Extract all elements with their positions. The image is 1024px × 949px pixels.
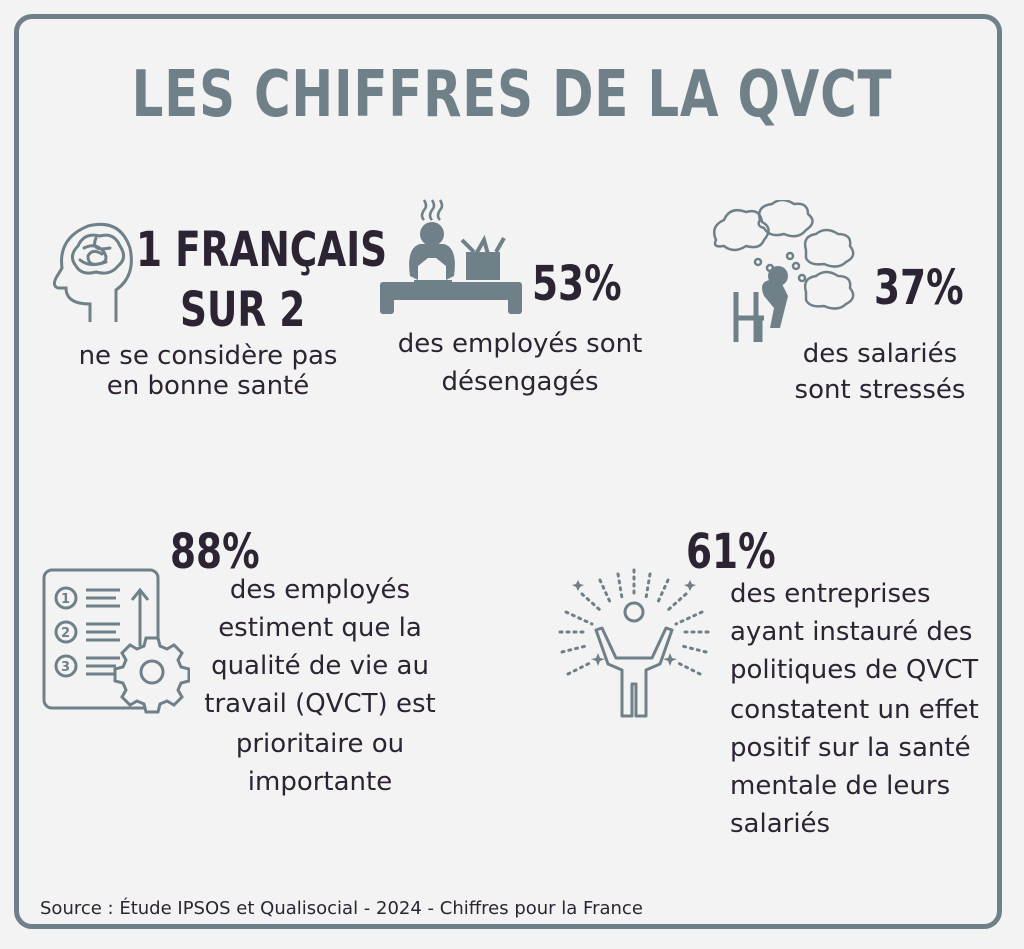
brain-head-icon xyxy=(40,218,135,328)
stat-figure-1b: SUR 2 xyxy=(180,282,306,338)
stat-desc-4-2: estiment que la xyxy=(218,613,422,643)
stat-desc-4-5: prioritaire ou xyxy=(235,729,405,759)
stat-figure-1a: 1 FRANÇAIS xyxy=(136,222,388,278)
stat-desc-4-6: importante xyxy=(247,767,393,797)
stat-desc-5-5: positif sur la santé xyxy=(730,733,971,763)
stat-desc-5-3: politiques de QVCT xyxy=(730,655,979,685)
page-title: LES CHIFFRES DE LA QVCT xyxy=(131,58,893,132)
stat-desc-3a: des salariés xyxy=(802,339,958,369)
stat-desc-5-2: ayant instauré des xyxy=(730,617,973,647)
stat-desc-5-6: mentale de leurs xyxy=(730,771,951,801)
disengaged-employee-icon xyxy=(376,196,526,316)
stat-figure-2: 53% xyxy=(532,256,622,312)
svg-text:3: 3 xyxy=(61,660,71,675)
stat-figure-3: 37% xyxy=(874,260,964,316)
stat-desc-1b: en bonne santé xyxy=(106,371,310,401)
happy-person-icon xyxy=(556,566,712,722)
stat-desc-3b: sont stressés xyxy=(794,375,966,405)
stressed-person-icon xyxy=(708,200,858,345)
svg-text:2: 2 xyxy=(61,626,71,641)
stat-desc-1a: ne se considère pas xyxy=(78,341,338,371)
svg-text:1: 1 xyxy=(61,592,71,607)
checklist-gear-icon xyxy=(40,566,190,714)
stat-desc-2a: des employés sont xyxy=(397,329,643,359)
source-note: Source : Étude IPSOS et Qualisocial - 2024 - Chiffres pour la France xyxy=(40,898,643,919)
stat-desc-4-3: qualité de vie au xyxy=(211,651,429,681)
stat-desc-4-4: travail (QVCT) est xyxy=(204,689,436,719)
stat-desc-5-1: des entreprises xyxy=(730,579,931,609)
stat-desc-2b: désengagés xyxy=(441,367,599,397)
stat-desc-5-7: salariés xyxy=(730,809,831,839)
stat-desc-4-1: des employés xyxy=(229,575,411,605)
stat-desc-5-4: constatent un effet xyxy=(730,695,979,725)
stat-figure-4: 88% xyxy=(170,524,260,580)
stat-figure-5: 61% xyxy=(686,524,776,580)
